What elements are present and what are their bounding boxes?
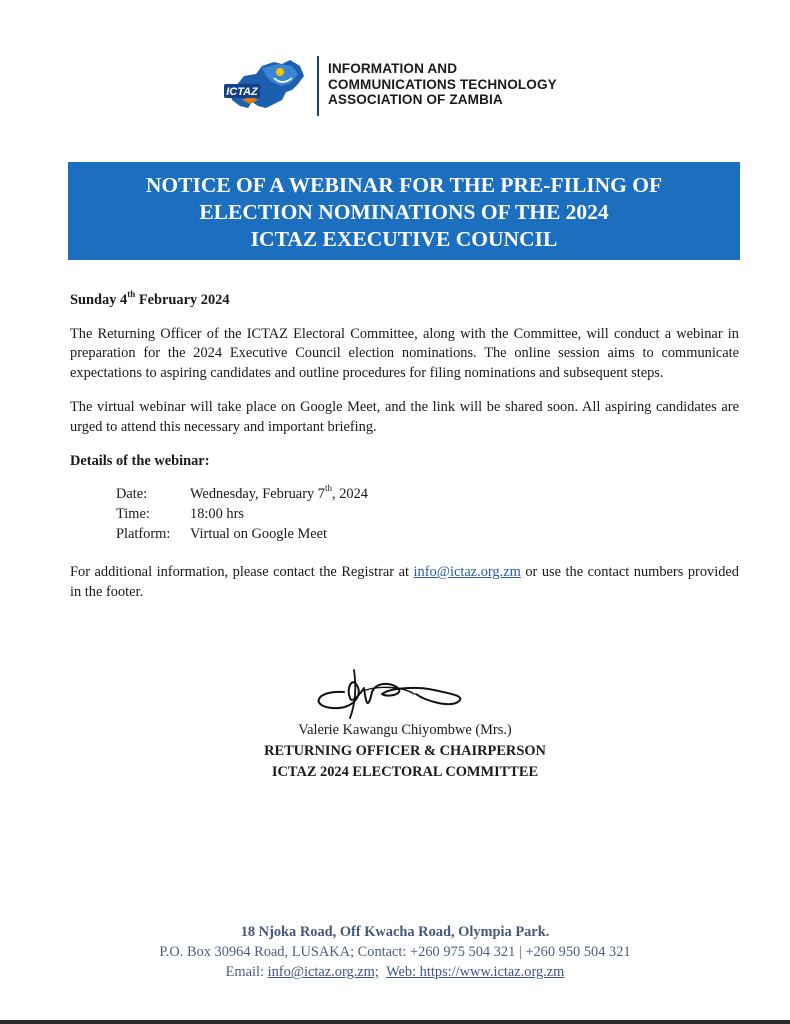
notice-title-line: ELECTION NOMINATIONS OF THE 2024	[199, 200, 609, 224]
org-name-line: ASSOCIATION OF ZAMBIA	[328, 92, 503, 108]
detail-row-platform	[116, 525, 739, 545]
footer-contact: P.O. Box 30964 Road, LUSAKA; Contact: +260 975 504 321 | +260 950 504 321	[159, 944, 631, 960]
date-ordinal: th	[127, 289, 136, 300]
footer-address: 18 Njoka Road, Off Kwacha Road, Olympia Park.	[240, 924, 550, 940]
date-day: Sunday 4	[70, 292, 128, 308]
date-month-year: February 2024	[135, 292, 230, 308]
org-name-line: COMMUNICATIONS TECHNOLOGY	[328, 76, 557, 92]
details-heading: Details of the webinar:	[70, 452, 210, 469]
footer-web-link[interactable]: Web: https://www.ictaz.org.zm	[386, 964, 565, 980]
webinar-details	[116, 485, 739, 545]
notice-title-line: ICTAZ EXECUTIVE COUNCIL	[250, 227, 558, 251]
handwritten-signature	[306, 664, 476, 720]
notice-body	[70, 291, 739, 616]
signatory-committee: ICTAZ 2024 ELECTORAL COMMITTEE	[271, 764, 539, 780]
org-name-line: INFORMATION AND	[328, 61, 458, 76]
detail-row-time	[116, 505, 739, 525]
organization-name	[328, 61, 557, 108]
footer-email-link[interactable]: info@ictaz.org.zm;	[267, 964, 379, 980]
signatory-name: Valerie Kawangu Chiyombwe (Mrs.)	[298, 722, 512, 738]
detail-label: Platform:	[116, 526, 171, 543]
notice-date	[70, 291, 739, 311]
detail-value: Virtual on Google Meet	[190, 526, 328, 543]
contact-text-end: or use the contact numbers provided in the footer.	[70, 564, 739, 600]
letterhead-divider	[317, 56, 319, 116]
ictaz-logo	[222, 56, 308, 114]
page-bottom-edge	[0, 1020, 790, 1024]
notice-title-line: NOTICE OF A WEBINAR FOR THE PRE-FILING OF	[145, 173, 663, 197]
letterhead	[222, 54, 602, 120]
contact-text: For additional information, please contact the Registrar at	[70, 564, 414, 581]
detail-value	[190, 485, 368, 505]
detail-row-date	[116, 485, 739, 505]
webinar-year: , 2024	[332, 486, 368, 503]
footer-email-label: Email:	[225, 964, 268, 980]
registrar-email-link[interactable]: info@ictaz.org.zm	[413, 564, 521, 581]
footer-links	[0, 962, 790, 982]
logo-text: ICTAZ	[226, 86, 258, 98]
contact-paragraph	[70, 563, 739, 602]
signatory-title: RETURNING OFFICER & CHAIRPERSON	[264, 743, 546, 759]
detail-value: 18:00 hrs	[190, 506, 244, 523]
signatory-block	[200, 720, 610, 783]
detail-label: Date:	[116, 486, 148, 503]
webinar-date-ordinal: th	[324, 483, 332, 494]
detail-label: Time:	[116, 506, 150, 523]
intro-paragraph: The Returning Officer of the ICTAZ Electoral Committee, along with the Committee, will conduct a webinar in preparation for the 2024 Executive Council election nominations. The online session aims to communicate expectations to aspiring candidates and outline procedures for filing nominations and subsequent steps.	[70, 325, 739, 381]
notice-title-banner	[68, 162, 740, 260]
webinar-date: Wednesday, February 7	[190, 486, 325, 503]
document-footer	[0, 922, 790, 982]
venue-paragraph: The virtual webinar will take place on Google Meet, and the link will be shared soon. All aspiring candidates are urged to attend this necessary and important briefing.	[70, 399, 739, 435]
